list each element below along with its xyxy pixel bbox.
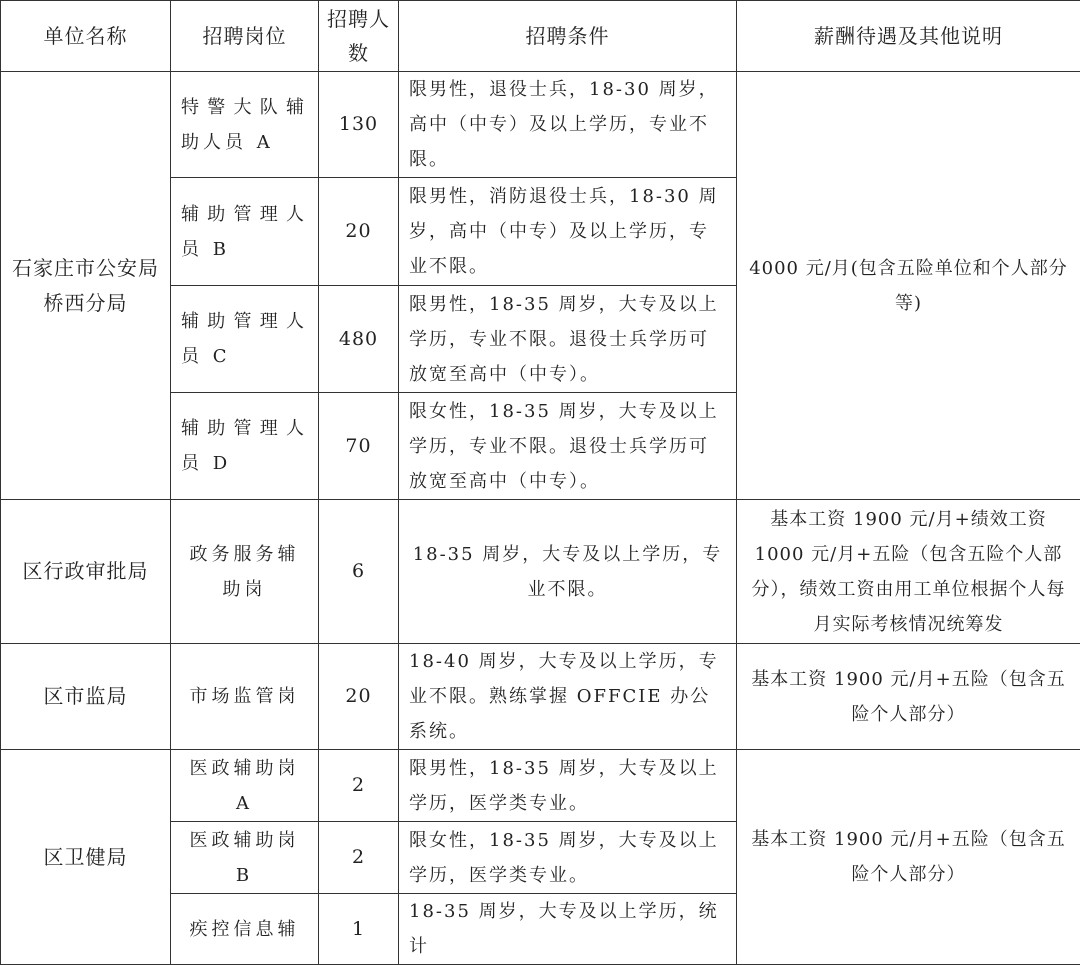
header-requirements: 招聘条件 [399, 1, 737, 72]
header-count: 招聘人数 [319, 1, 399, 72]
requirements-cell: 18-35 周岁，大专及以上学历，统计 [399, 894, 737, 965]
header-row [1, 1, 1080, 72]
count-cell: 480 [319, 286, 399, 393]
header-position: 招聘岗位 [171, 1, 319, 72]
count-cell: 1 [319, 894, 399, 965]
position-cell: 政务服务辅助岗 [171, 500, 319, 644]
table-row [1, 500, 1080, 644]
count-cell: 20 [319, 178, 399, 286]
count-cell: 2 [319, 750, 399, 822]
position-cell: 辅助管理人员 C [171, 286, 319, 393]
requirements-cell: 限男性，18-35 周岁，大专及以上学历，专业不限。退役士兵学历可放宽至高中（中专）。 [399, 286, 737, 393]
table-row [1, 72, 1080, 178]
unit-name-cell: 区卫健局 [1, 750, 171, 965]
position-cell: 疾控信息辅 [171, 894, 319, 965]
salary-cell: 4000 元/月(包含五险单位和个人部分等) [737, 72, 1080, 500]
header-salary: 薪酬待遇及其他说明 [737, 1, 1080, 72]
count-cell: 70 [319, 393, 399, 500]
requirements-cell: 18-40 周岁，大专及以上学历，专业不限。熟练掌握 OFFCIE 办公系统。 [399, 644, 737, 750]
salary-cell: 基本工资 1900 元/月+五险（包含五险个人部分） [737, 644, 1080, 750]
table-row [1, 644, 1080, 750]
requirements-cell: 限男性，退役士兵，18-30 周岁，高中（中专）及以上学历，专业不限。 [399, 72, 737, 178]
salary-cell: 基本工资 1900 元/月+绩效工资 1000 元/月+五险（包含五险个人部分），绩效工资由用工单位根据个人每月实际考核情况统筹发 [737, 500, 1080, 644]
position-cell: 辅助管理人员 B [171, 178, 319, 286]
requirements-cell: 限女性，18-35 周岁，大专及以上学历，专业不限。退役士兵学历可放宽至高中（中专）。 [399, 393, 737, 500]
position-cell: 市场监管岗 [171, 644, 319, 750]
unit-name-cell: 区行政审批局 [1, 500, 171, 644]
position-cell: 辅助管理人员 D [171, 393, 319, 500]
count-cell: 2 [319, 822, 399, 894]
position-cell: 医政辅助岗 A [171, 750, 319, 822]
unit-name-cell: 石家庄市公安局桥西分局 [1, 72, 171, 500]
unit-name-cell: 区市监局 [1, 644, 171, 750]
position-cell: 医政辅助岗 B [171, 822, 319, 894]
header-unit: 单位名称 [1, 1, 171, 72]
position-cell: 特警大队辅助人员 A [171, 72, 319, 178]
requirements-cell: 18-35 周岁，大专及以上学历，专业不限。 [399, 500, 737, 644]
count-cell: 6 [319, 500, 399, 644]
count-cell: 130 [319, 72, 399, 178]
salary-cell: 基本工资 1900 元/月+五险（包含五险个人部分） [737, 750, 1080, 965]
count-cell: 20 [319, 644, 399, 750]
requirements-cell: 限男性，18-35 周岁，大专及以上学历，医学类专业。 [399, 750, 737, 822]
table-row [1, 750, 1080, 822]
requirements-cell: 限女性，18-35 周岁，大专及以上学历，医学类专业。 [399, 822, 737, 894]
requirements-cell: 限男性，消防退役士兵，18-30 周岁，高中（中专）及以上学历，专业不限。 [399, 178, 737, 286]
